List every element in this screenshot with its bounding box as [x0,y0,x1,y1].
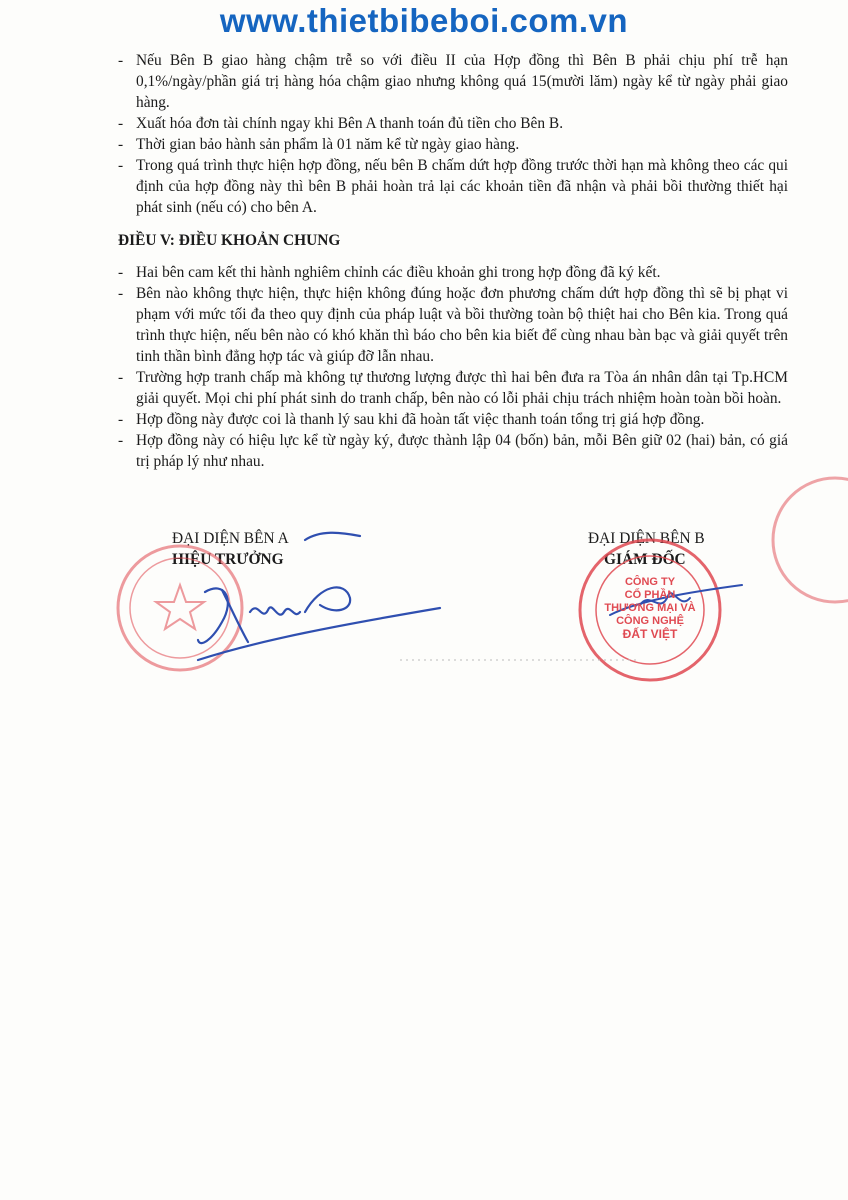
item-text: Hai bên cam kết thi hành nghiêm chỉnh các điều khoản ghi trong hợp đồng đã ký kết. [136,264,661,281]
stamp-line: CÔNG NGHỆ [616,615,684,627]
site-watermark: www.thietbibeboi.com.vn [219,2,629,39]
margin-stamp [773,478,848,602]
bullet-dash: - [118,411,124,428]
party-a-label: ĐẠI DIỆN BÊN A [172,530,289,547]
item-text: Nếu Bên B giao hàng chậm trễ so với điều II của Hợp đồng thì Bên B phải chịu phí trễ hạn 0,1%/ngày/phần giá trị hàng hóa chậm giao nhưng không quá 15(mười lăm) ngày kể từ ngày phải giao hàng. [136,52,788,111]
party-b-label: ĐẠI DIỆN BÊN B [588,530,705,547]
party-b-stamp-text [596,576,704,641]
item-text: Trong quá trình thực hiện hợp đồng, nếu bên B chấm dứt hợp đồng trước thời hạn mà không theo các qui định của hợp đồng này thì bên B phải hoàn trả lại các khoản tiền đã nhận và phải bồi thường thiết hại phát sinh (nếu có) cho bên A. [136,157,788,216]
item-text: Xuất hóa đơn tài chính ngay khi Bên A thanh toán đủ tiền cho Bên B. [136,115,564,132]
party-b-title: GIÁM ĐỐC [604,551,686,568]
stamp-line: ĐẤT VIỆT [622,627,678,641]
bullet-dash: - [118,136,124,153]
item-text: Hợp đồng này được coi là thanh lý sau khi đã hoàn tất việc thanh toán tổng trị giá hợp đồng. [136,411,705,428]
stamp-line: THƯƠNG MẠI VÀ [604,602,696,614]
item-text: Hợp đồng này có hiệu lực kể từ ngày ký, được thành lập 04 (bốn) bản, mỗi Bên giữ 02 (hai) bản, có giá trị pháp lý như nhau. [136,432,788,470]
item-text: Thời gian bảo hành sản phẩm là 01 năm kể từ ngày giao hàng. [136,136,520,153]
item-text: Trường hợp tranh chấp mà không tự thương lượng được thì hai bên đưa ra Tòa án nhân dân tại Tp.HCM giải quyết. Mọi chi phí phát sinh do tranh chấp, bên nào có lỗi phải chịu trách nhiệm hoàn toàn bồi hoàn. [136,369,788,407]
party-a-title: HIỆU TRƯỞNG [172,551,284,568]
bullet-dash: - [118,115,124,132]
bullet-dash: - [118,157,124,174]
bullet-dash: - [118,432,124,449]
item-text: Bên nào không thực hiện, thực hiện không đúng hoặc đơn phương chấm dứt hợp đồng thì sẽ bị phạt vi phạm với mức tối đa theo quy định của pháp luật và bồi thường toàn bộ thiệt hai cho Bên kia. Trong quá trình thực hiện, nếu bên nào có khó khăn thì báo cho bên kia biết để cùng nhau bàn bạc và giải quyết trên tinh thần bình đẳng hợp tác và giúp đỡ lẫn nhau. [136,285,788,365]
bullet-dash: - [118,264,124,281]
section-heading: ĐIỀU V: ĐIỀU KHOẢN CHUNG [118,232,341,249]
bullet-dash: - [118,52,124,69]
bullet-dash: - [118,369,124,386]
stamp-line: CỔ PHẦN [624,589,676,601]
stamp-line: CÔNG TY [624,576,676,588]
bullet-dash: - [118,285,124,302]
